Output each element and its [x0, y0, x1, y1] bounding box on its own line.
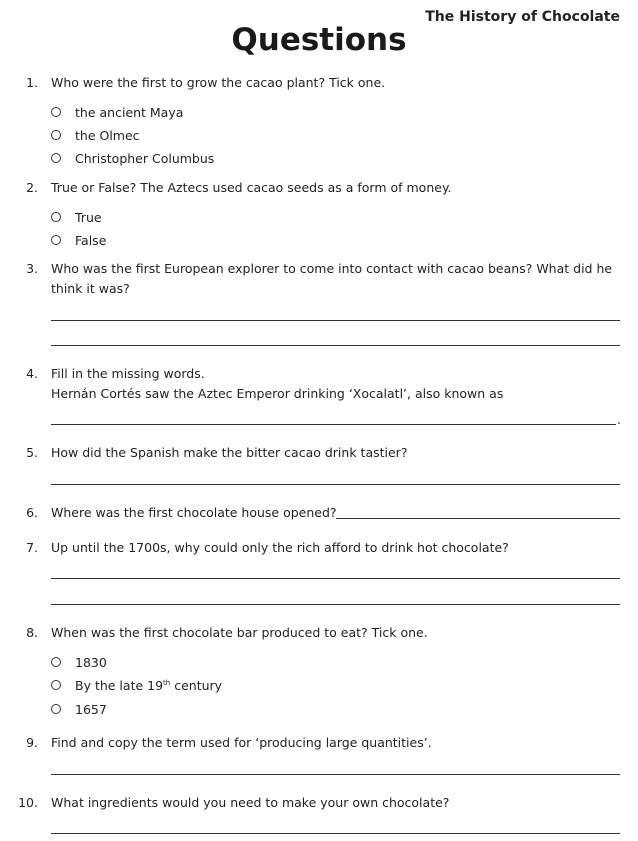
sentence-end-period: . [617, 413, 621, 427]
option-label: False [75, 232, 107, 248]
answer-option[interactable] [51, 699, 107, 719]
question-number: 10. [18, 795, 38, 810]
answer-option[interactable] [51, 102, 183, 122]
answer-line[interactable] [51, 345, 620, 346]
question-number: 1. [26, 75, 38, 90]
radio-circle-icon[interactable] [51, 107, 61, 117]
question-number: 2. [26, 180, 38, 195]
radio-circle-icon[interactable] [51, 153, 61, 163]
ordinal-superscript: th [163, 678, 171, 687]
option-label [75, 678, 222, 693]
question-text: Find and copy the term used for ‘producing large quantities’. [51, 735, 432, 750]
option-label: the ancient Maya [75, 104, 184, 120]
question-text: Who was the first European explorer to come into contact with cacao beans? What did he [51, 261, 613, 276]
answer-line[interactable] [51, 774, 620, 775]
question-text: Where was the first chocolate house opened? [51, 505, 337, 520]
option-label: the Olmec [75, 127, 140, 143]
answer-option[interactable] [51, 148, 214, 168]
answer-line[interactable] [51, 833, 620, 834]
answer-line[interactable] [51, 320, 620, 321]
radio-circle-icon[interactable] [51, 704, 61, 714]
question-text: Fill in the missing words. [51, 366, 205, 381]
answer-line[interactable] [336, 518, 620, 519]
answer-option[interactable] [51, 230, 106, 250]
option-label: True [75, 209, 102, 225]
option-label-start: By the late 19 [75, 677, 164, 693]
question-text: Who were the first to grow the cacao plant? Tick one. [51, 75, 386, 90]
question-text: True or False? The Aztecs used cacao seeds as a form of money. [51, 180, 452, 195]
question-number: 6. [26, 505, 38, 520]
radio-circle-icon[interactable] [51, 130, 61, 140]
answer-option[interactable] [51, 207, 102, 227]
answer-option[interactable] [51, 675, 222, 695]
question-number: 3. [26, 261, 38, 276]
question-text: Up until the 1700s, why could only the rich afford to drink hot chocolate? [51, 540, 509, 555]
question-number: 9. [26, 735, 38, 750]
answer-line[interactable] [51, 604, 620, 605]
radio-circle-icon[interactable] [51, 657, 61, 667]
worksheet-header: The History of Chocolate [425, 9, 620, 25]
option-label-end: century [170, 677, 223, 693]
question-number: 8. [26, 625, 38, 640]
question-number: 7. [26, 540, 38, 555]
answer-line[interactable] [51, 578, 620, 579]
option-label: 1830 [75, 654, 107, 670]
question-number: 4. [26, 366, 38, 381]
answer-line[interactable] [51, 424, 616, 425]
answer-option[interactable] [51, 125, 140, 145]
question-text: When was the first chocolate bar produced to eat? Tick one. [51, 625, 428, 640]
question-text: What ingredients would you need to make your own chocolate? [51, 795, 450, 810]
radio-circle-icon[interactable] [51, 680, 61, 690]
option-label: 1657 [75, 701, 107, 717]
radio-circle-icon[interactable] [51, 235, 61, 245]
question-number: 5. [26, 445, 38, 460]
question-text-continued: Hernán Cortés saw the Aztec Emperor drinking ‘Xocalatl’, also known as [51, 386, 504, 401]
radio-circle-icon[interactable] [51, 212, 61, 222]
page-title: Questions [231, 22, 407, 58]
answer-line[interactable] [51, 484, 620, 485]
option-label: Christopher Columbus [75, 150, 215, 166]
answer-option[interactable] [51, 652, 107, 672]
question-text: How did the Spanish make the bitter cacao drink tastier? [51, 445, 408, 460]
question-text-continued: think it was? [51, 281, 130, 296]
